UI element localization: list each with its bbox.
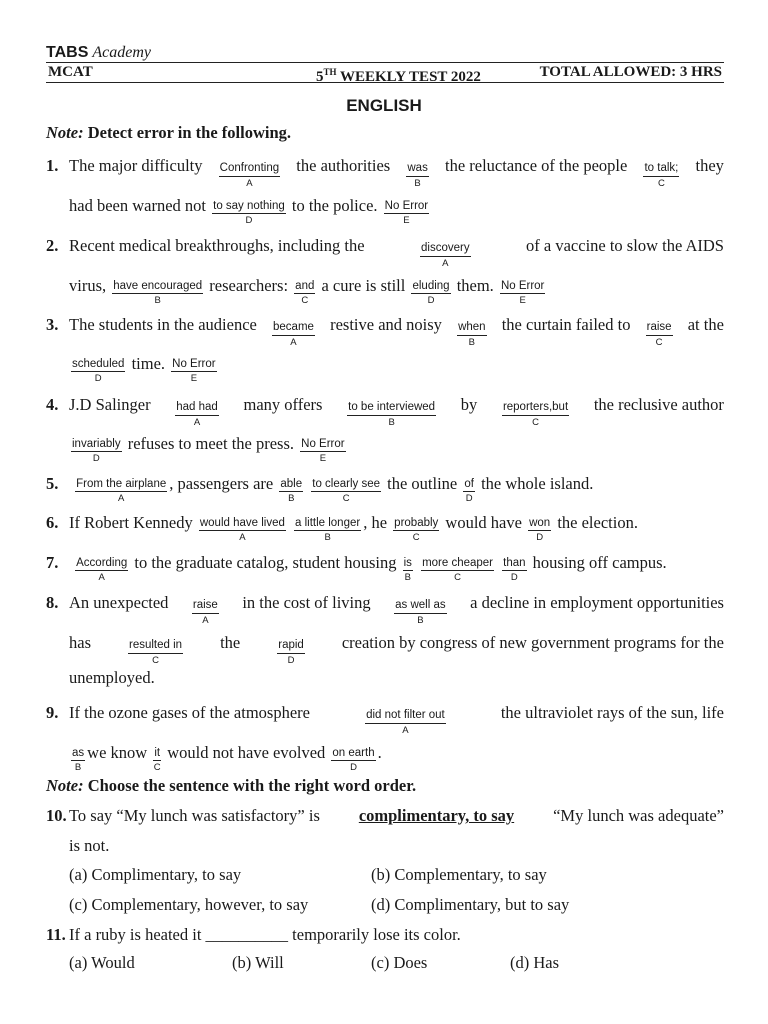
option-a: From the airplane A <box>76 477 167 504</box>
option-b: as B <box>72 746 85 773</box>
option-a: raise A <box>192 599 218 626</box>
question-11: 11. If a ruby is heated it __________ temporarily lose its color. <box>46 925 461 944</box>
q10-option-c: (c) Complementary, however, to say <box>69 895 309 914</box>
option-d: won D <box>529 516 551 543</box>
q11-option-c: (c) Does <box>371 953 428 972</box>
option-d: of D <box>464 477 474 504</box>
option-e: No Error E <box>384 199 429 226</box>
q10-option-d: (d) Complimentary, but to say <box>371 895 570 914</box>
test-header-bar <box>46 62 724 83</box>
exam-name: MCAT <box>48 64 93 80</box>
option-e: No Error E <box>500 279 545 306</box>
question-8-line-2: has resulted in C the rapid D creation by congress of new government programs for the <box>69 633 724 666</box>
question-10-line-1: 10. To say “My lunch was satisfactory” is complimentary, to say “My lunch was adequate” <box>46 806 724 825</box>
option-b: as well as B <box>395 599 446 626</box>
brand-name: TABS <box>46 44 89 61</box>
option-c: it C <box>153 746 161 773</box>
question-2-line-2: virus, have encouraged B researchers: and C a cure is still eluding D them. No Error E <box>69 276 545 306</box>
question-1-line-2: had been warned not to say nothing D to the police. No Error E <box>69 196 429 226</box>
question-10-line-2: is not. <box>69 836 110 855</box>
option-a: would have lived A <box>199 516 285 543</box>
time-allowed: TOTAL ALLOWED: 3 HRS <box>539 64 722 80</box>
option-c: to clearly see C <box>312 477 381 504</box>
question-7: 7. According A to the graduate catalog, student housing is B more cheaper C than D housing off campus. <box>46 553 667 583</box>
q11-option-a: (a) Would <box>69 953 135 972</box>
q10-option-a: (a) Complimentary, to say <box>69 865 242 884</box>
option-d: invariably D <box>72 437 121 464</box>
option-d: to say nothing D <box>213 199 285 226</box>
option-c: reporters,but C <box>502 401 569 428</box>
option-b: to be interviewed B <box>348 401 436 428</box>
question-9-line-2: as B we know it C would not have evolved on earth D . <box>72 743 382 773</box>
question-6: 6. If Robert Kennedy would have lived A a little longer B , he probably C would have won D the election. <box>46 513 638 543</box>
q11-option-d: (d) Has <box>510 953 560 972</box>
option-b: have encouraged B <box>113 279 203 306</box>
option-e: No Error E <box>301 437 345 464</box>
question-1-line-1: 1. The major difficulty Confronting A the authorities was B the reluctance of the people to talk; C they <box>46 156 724 189</box>
test-title: 5TH WEEKLY TEST 2022 <box>316 67 481 85</box>
option-b: is B <box>403 556 412 583</box>
note-detect-error: Note: Detect error in the following. <box>46 123 291 142</box>
option-d: than D <box>503 556 526 583</box>
option-d: rapid D <box>278 639 304 666</box>
subject-title: ENGLISH <box>346 96 422 115</box>
option-d: on earth D <box>332 746 375 773</box>
question-3-line-2: scheduled D time. No Error E <box>72 354 216 384</box>
question-4-line-1: 4. J.D Salinger had had A many offers to be interviewed B by reporters,but C the reclusive author <box>46 395 724 428</box>
option-b: was B <box>407 162 428 189</box>
q10-option-b: (b) Complementary, to say <box>371 865 547 884</box>
brand-suffix: Academy <box>92 44 152 61</box>
question-4-line-2: invariably D refuses to meet the press. No Error E <box>72 434 345 464</box>
option-a: Confronting A <box>219 162 280 189</box>
option-c: more cheaper C <box>422 556 494 583</box>
note-word-order: Note: Choose the sentence with the right word order. <box>46 776 417 795</box>
question-8-line-1: 8. An unexpected raise A in the cost of living as well as B a decline in employment opportunities <box>46 593 724 626</box>
option-c: and C <box>295 279 315 306</box>
question-2-line-1: 2. Recent medical breakthroughs, including the discovery A of a vaccine to slow the AIDS <box>46 236 724 269</box>
brand-logo <box>46 44 151 62</box>
option-a: According A <box>76 556 128 583</box>
option-c: resulted in C <box>129 639 183 666</box>
question-8-line-3: unemployed. <box>69 668 155 687</box>
option-d: scheduled D <box>72 357 125 384</box>
option-a: had had A <box>176 401 218 428</box>
option-c: probably C <box>394 516 439 543</box>
q11-option-b: (b) Will <box>232 953 284 972</box>
question-9-line-1: 9. If the ozone gases of the atmosphere did not filter out A the ultraviolet rays of the sun, life <box>46 703 724 736</box>
option-b: a little longer B <box>295 516 361 543</box>
option-b: when B <box>458 321 486 348</box>
question-3-line-1: 3. The students in the audience became A restive and noisy when B the curtain failed to raise C at the <box>46 315 724 348</box>
option-c: raise C <box>646 321 672 348</box>
option-d: eluding D <box>412 279 450 306</box>
option-b: able B <box>280 477 303 504</box>
option-e: No Error E <box>172 357 216 384</box>
question-5: 5. From the airplane A , passengers are able B to clearly see C the outline of D the whole island. <box>46 474 594 504</box>
option-a: became A <box>273 321 314 348</box>
option-a: discovery A <box>421 242 470 269</box>
option-c: to talk; C <box>644 162 679 189</box>
option-a: did not filter out A <box>366 709 445 736</box>
underlined-phrase: complimentary, to say <box>358 806 515 825</box>
